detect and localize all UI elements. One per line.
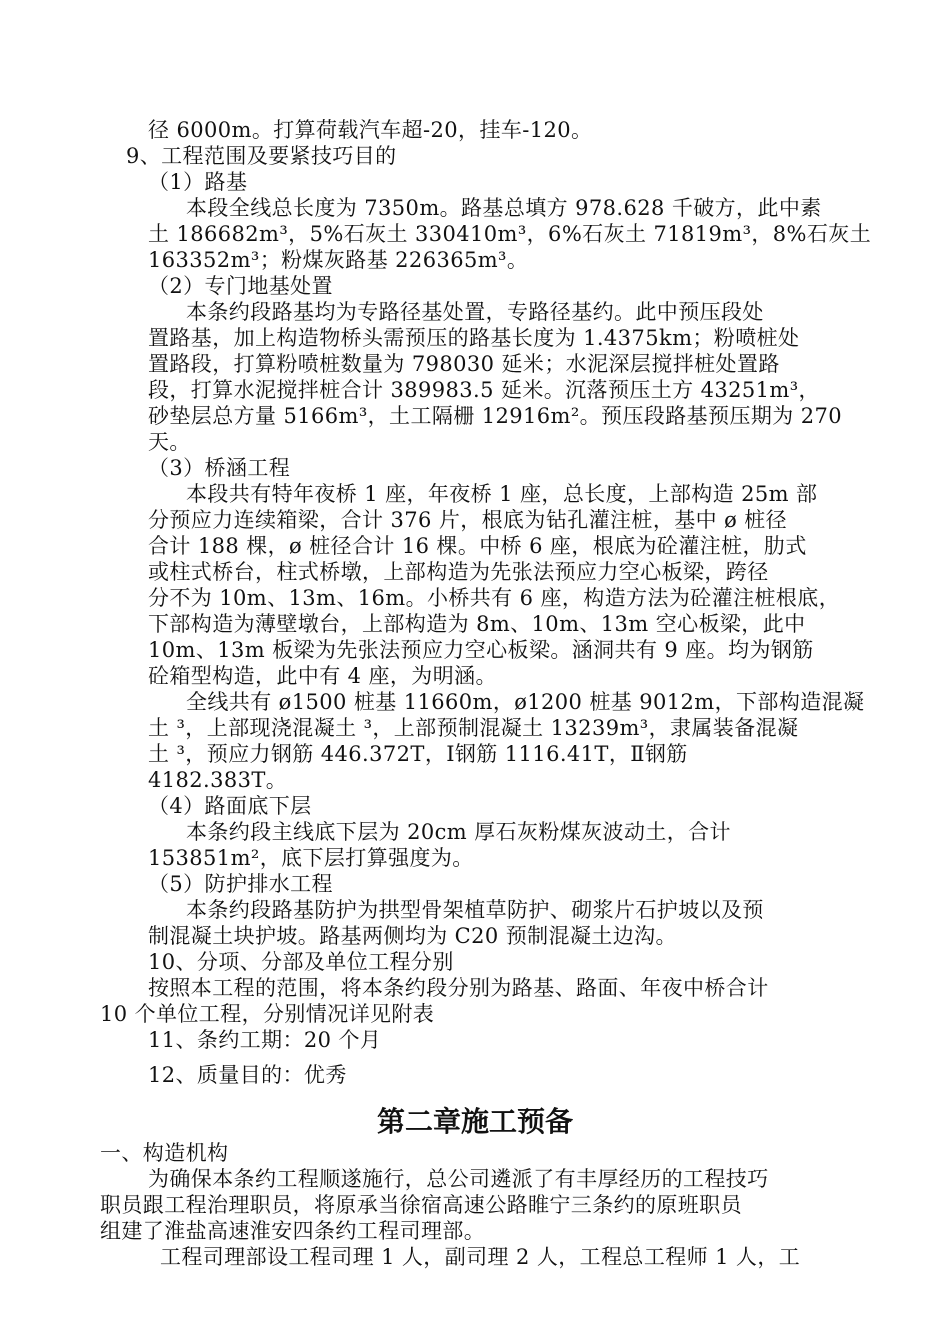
numbered-heading: 12、质量目的：优秀 xyxy=(148,1063,347,1087)
paragraph-line: 土 ³，预应力钢筋 446.372T，Ⅰ钢筋 1116.41T，Ⅱ钢筋 xyxy=(148,742,688,766)
sub-heading: （1）路基 xyxy=(148,170,248,194)
paragraph-line: 土 ³，上部现浇混凝土 ³，上部预制混凝土 13239m³，隶属装备混凝 xyxy=(148,716,799,740)
sub-heading: （3）桥涵工程 xyxy=(148,456,291,480)
paragraph-line: 153851m²，底下层打算强度为。 xyxy=(148,846,474,870)
sub-heading: （5）防护排水工程 xyxy=(148,872,333,896)
paragraph-line: 10 个单位工程，分别情况详见附表 xyxy=(100,1002,435,1026)
paragraph-line: 置路基，加上构造物桥头需预压的路基长度为 1.4375km；粉喷桩处 xyxy=(148,326,800,350)
paragraph-line: 本条约段路基均为专路径基处置，专路径基约。此中预压段处 xyxy=(186,300,764,324)
paragraph-line: 按照本工程的范围，将本条约段分别为路基、路面、年夜中桥合计 xyxy=(148,976,769,1000)
paragraph-line: 土 186682m³，5%石灰土 330410m³，6%石灰土 71819m³，8%石灰土 xyxy=(148,222,872,246)
paragraph-line: 4182.383T。 xyxy=(148,768,288,792)
paragraph-line: 本段全线总长度为 7350m。路基总填方 978.628 千破方，此中素 xyxy=(186,196,822,220)
paragraph-line: 全线共有 ø1500 桩基 11660m，ø1200 桩基 9012m，下部构造混凝 xyxy=(186,690,865,714)
paragraph-line: 下部构造为薄壁墩台，上部构造为 8m、10m、13m 空心板梁，此中 xyxy=(148,612,806,636)
numbered-heading: 9、工程范围及要紧技巧目的 xyxy=(126,144,397,168)
paragraph-line: 职员跟工程治理职员，将原承当徐宿高速公路睢宁三条约的原班职员 xyxy=(100,1193,742,1217)
paragraph-line: 分不为 10m、13m、16m。小桥共有 6 座，构造方法为砼灌注桩根底， xyxy=(148,586,841,610)
paragraph-line: 163352m³；粉煤灰路基 226365m³。 xyxy=(148,248,529,272)
paragraph-line: 本条约段路基防护为拱型骨架植草防护、砌浆片石护坡以及预 xyxy=(186,898,764,922)
paragraph-line: 制混凝土块护坡。路基两侧均为 C20 预制混凝土边沟。 xyxy=(148,924,677,948)
paragraph-line: 或柱式桥台，柱式桥墩，上部构造为先张法预应力空心板梁，跨径 xyxy=(148,560,769,584)
sub-heading: （4）路面底下层 xyxy=(148,794,312,818)
paragraph-line: 为确保本条约工程顺遂施行，总公司遴派了有丰厚经历的工程技巧 xyxy=(148,1167,769,1191)
paragraph-line: 合计 188 棵，ø 桩径合计 16 棵。中桥 6 座，根底为砼灌注桩，肋式 xyxy=(148,534,807,558)
numbered-heading: 10、分项、分部及单位工程分别 xyxy=(148,950,454,974)
paragraph-line: 本段共有特年夜桥 1 座，年夜桥 1 座，总长度，上部构造 25m 部 xyxy=(186,482,818,506)
paragraph-line: 组建了淮盐高速淮安四条约工程司理部。 xyxy=(100,1219,486,1243)
paragraph-line: 分预应力连续箱梁，合计 376 片，根底为钻孔灌注桩，基中 ø 桩径 xyxy=(148,508,788,532)
paragraph-line: 10m、13m 板梁为先张法预应力空心板梁。涵洞共有 9 座。均为钢筋 xyxy=(148,638,814,662)
paragraph-line: 砂垫层总方量 5166m³，土工隔栅 12916m²。预压段路基预压期为 270 xyxy=(148,404,843,428)
paragraph-line: 段，打算水泥搅拌桩合计 389983.5 延米。沉落预压土方 43251m³， xyxy=(148,378,820,402)
paragraph-line: 工程司理部设工程司理 1 人，副司理 2 人，工程总工程师 1 人，工 xyxy=(160,1245,801,1269)
paragraph-line: 砼箱型构造，此中有 4 座，为明涵。 xyxy=(148,664,497,688)
paragraph-line: 天。 xyxy=(148,430,191,454)
chapter-title: 第二章施工预备 xyxy=(376,1105,573,1138)
paragraph-line: 置路段，打算粉喷桩数量为 798030 延米；水泥深层搅拌桩处置路 xyxy=(148,352,780,376)
sub-heading: （2）专门地基处置 xyxy=(148,274,333,298)
numbered-heading: 11、条约工期：20 个月 xyxy=(148,1028,382,1052)
paragraph-line: 本条约段主线底下层为 20cm 厚石灰粉煤灰波动土，合计 xyxy=(186,820,731,844)
section-title: 一、构造机构 xyxy=(100,1141,229,1165)
text-line: 径 6000m。打算荷载汽车超-20，挂车-120。 xyxy=(148,118,593,142)
